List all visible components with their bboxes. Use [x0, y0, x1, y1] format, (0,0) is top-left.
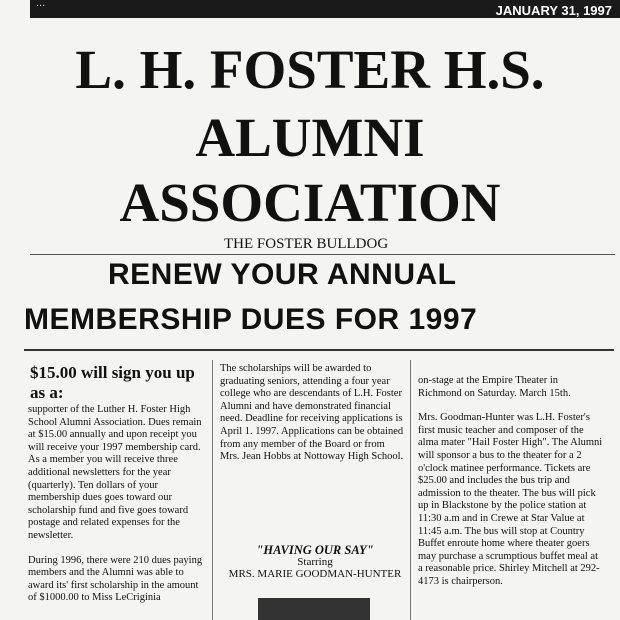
masthead-title-line1: L. H. FOSTER H.S.	[75, 39, 545, 100]
masthead-bar	[30, 0, 620, 18]
newsletter-subtitle: THE FOSTER BULLDOG	[224, 236, 389, 252]
column1-paragraph: supporter of the Luther H. Foster High School Alumni Association. Dues remain at $15.00 annually and upon receipt you will receive your 1997 membership card. As a member you will receive three additional newsletters for the year (quarterly). Ten dollars of your membership dues goes toward our scholarship fund and five goes toward postage and related expenses for the newsletter.	[28, 404, 202, 541]
headline-line1: RENEW YOUR ANNUAL	[108, 258, 457, 291]
column3-paragraph: on-stage at the Empire Theater in Richmond on Saturday. March 15th.	[418, 375, 571, 399]
column1-paragraph: During 1996, there were 210 dues paying members and the Alumni was able to award its' first scholarship in the amount of $1000.00 to Miss LeCriginia	[28, 554, 203, 604]
column3-paragraph: Mrs. Goodman-Hunter was L.H. Foster's first music teacher and composer of the alma mater "Hail Foster High". The Alumni will sponsor a bus to the theater for a 2 o'clock matinee performance. Tickets are $25.00 and includes the bus trip and admission to the theater. The bus will pick up in Blackstone by the police station at 11:30 a.m and in Crewe at Star Value at 11:45 a.m. The bus will stop at Country Buffet enroute home where theater goers may purchase a scrumptious buffet meal at a reasonable price. Shirley Mitchell at 292-4173 is chairperson.	[418, 412, 603, 587]
column1-lead: $15.00 will sign you up as a:	[30, 363, 195, 402]
star-photo	[258, 598, 370, 620]
column3-body	[418, 375, 604, 601]
masthead-title-line3: ASSOCIATION	[119, 172, 501, 233]
issue-date: JANUARY 31, 1997	[495, 3, 612, 18]
masthead-divider	[30, 254, 615, 255]
column2-body	[220, 363, 406, 476]
issue-label: ...	[36, 0, 46, 9]
masthead-title-line2: ALUMNI	[195, 107, 425, 168]
column-divider-1	[212, 360, 213, 620]
play-star: MRS. MARIE GOODMAN-HUNTER	[228, 568, 402, 580]
column2-paragraph: The scholarships will be awarded to graduating seniors, attending a four year college who are descendants of L.H. Foster Alumni and have demonstrated financial need. Deadline for receiving applications is April 1. 1997. Applications can be obtained from any member of the Board or from Mrs. Jean Hobbs at Nottoway High School.	[220, 363, 404, 463]
headline-line2: MEMBERSHIP DUES FOR 1997	[24, 303, 478, 336]
play-announcement	[222, 544, 408, 580]
column-divider-2	[410, 360, 411, 620]
headline-divider	[24, 349, 614, 351]
column1-body	[28, 404, 208, 617]
play-starring: Starring	[297, 556, 333, 568]
play-title: "HAVING OUR SAY"	[256, 543, 374, 557]
